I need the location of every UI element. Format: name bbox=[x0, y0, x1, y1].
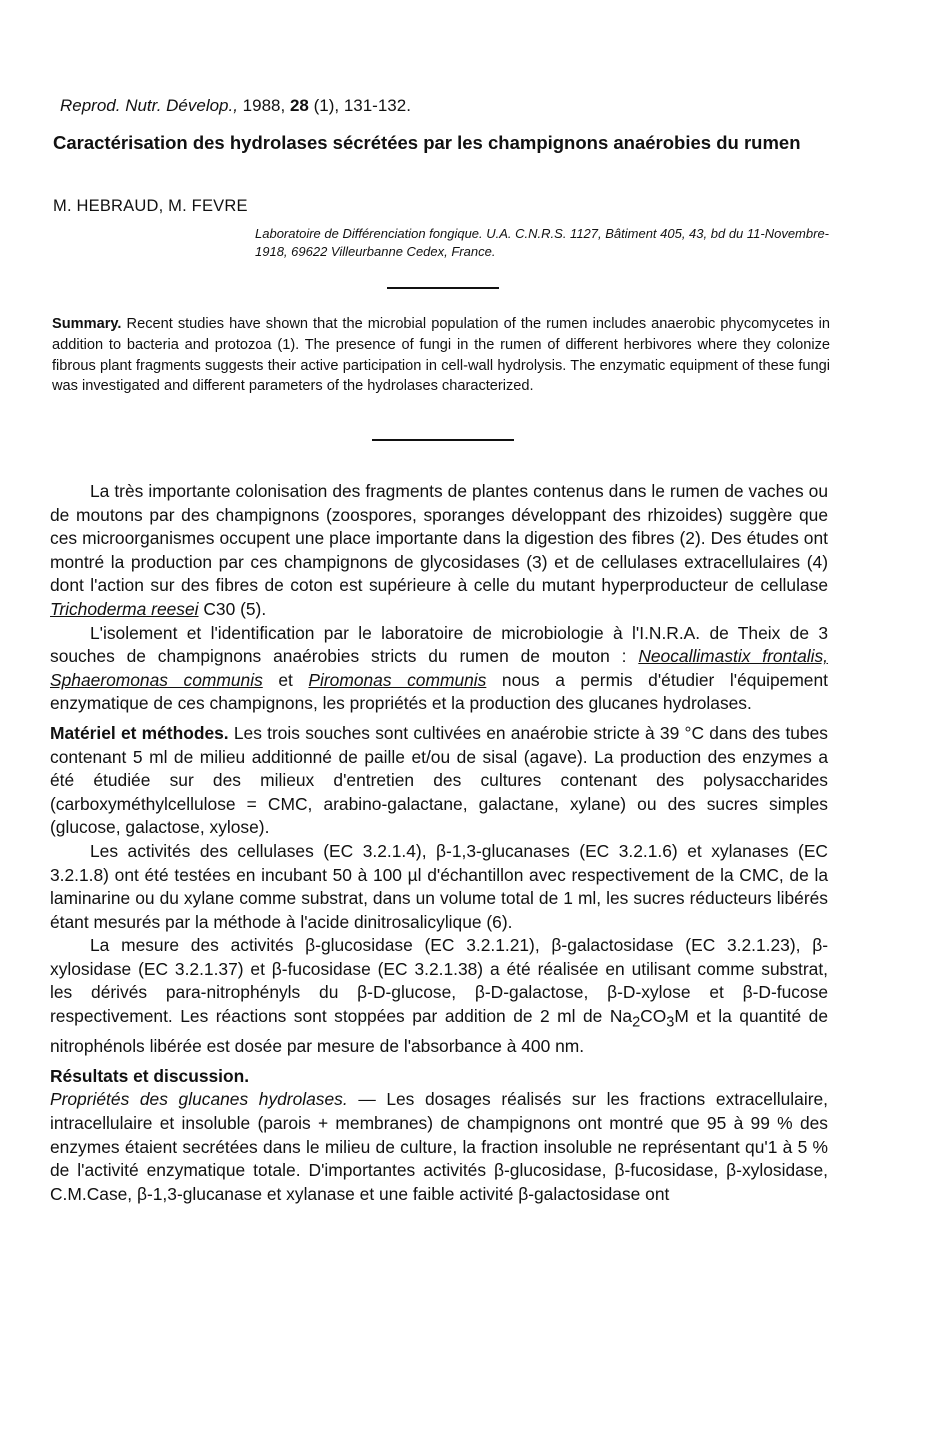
species-trichoderma: Trichoderma reesei bbox=[50, 598, 199, 619]
paragraph-intro bbox=[50, 480, 828, 622]
paragraph-measures-end: M et la quantité de nitrophénols libérée est dosée par mesure de l'absorbance à 400 nm. bbox=[50, 1006, 828, 1057]
journal-volume: 28 bbox=[289, 96, 309, 115]
divider-bottom bbox=[372, 439, 514, 441]
article-authors: M. HEBRAUD, M. FEVRE bbox=[53, 197, 248, 215]
paragraph-isolation-and: et bbox=[262, 669, 309, 690]
paragraph-intro-text: La très importante colonisation des fragments de plantes contenus dans le rumen de vaches ou de moutons par des champignons (zoospores, sporanges développant des rhizoides) suggère que ces microorganismes occupent une place importante dans la digestion des fibres (2). Des études ont montré la production par ces champignons de glycosidases (3) et de cellulases extracellulaires (4) dont l'action sur des fibres de coton est supérieure à celle du mutant hyperproducteur de cellulase bbox=[50, 481, 828, 596]
article-body bbox=[50, 480, 828, 1206]
journal-year: 1988, bbox=[237, 96, 290, 115]
paragraph-activities-text: Les activités des cellulases (EC 3.2.1.4), β-1,3-glucanases (EC 3.2.1.6) et xylanases (EC 3.2.1.8) ont été testées en incubant 50 à 100 µl d'échantillon avec respectivement de la CMC, de la laminarine ou du xylane comme substrat, dans un volume total de 1 ml, les sucres réducteurs libérés étant mesurés par la méthode à l'acide dinitrosalicylique (6). bbox=[50, 840, 828, 932]
summary-heading: Summary. bbox=[52, 316, 122, 332]
paragraph-results-text: — Les dosages réalisés sur les fractions extracellulaire, intracellulaire et insoluble (parois + membranes) de champignons ont montré que 95 à 99 % des enzymes étaient secrétées dans le milieu de culture, la fraction insoluble ne représentant qu'1 à 5 % de l'activité enzymatique totale. D'importantes activités β-glucosidase, β-fucosidase, β-xylosidase, C.M.Case, β-1,3-glucanase et xylanase et une faible activité β-galactosidase ont bbox=[50, 1089, 828, 1204]
journal-name: Reprod. Nutr. Dévelop., bbox=[60, 96, 238, 115]
paragraph-methods bbox=[50, 722, 828, 840]
journal-pages: (1), 131-132. bbox=[308, 96, 411, 115]
species-piromonas: Piromonas communis bbox=[308, 669, 487, 690]
formula-co: CO bbox=[640, 1006, 667, 1027]
paragraph-isolation bbox=[50, 622, 828, 716]
results-heading: Résultats et discussion. bbox=[50, 1065, 250, 1086]
summary-text: Recent studies have shown that the microbial population of the rumen includes anaerobic phycomycetes in addition to bacteria and protozoa (1). The presence of fungi in the rumen of different herbivores where they colonize fibrous plant fragments suggests their active participation in cell-wall hydrolysis. The enzymatic equipment of these fungi was investigated and different parameters of the hydrolases characterized. bbox=[52, 316, 830, 395]
paragraph-isolation-end: nous a permis d'étudier l'équipement enzymatique de ces champignons, les propriétés et la production des glucanes hydrolases. bbox=[50, 669, 828, 714]
subscript-3: 3 bbox=[666, 1014, 675, 1031]
paragraph-measures bbox=[50, 934, 828, 1058]
article-title: Caractérisation des hydrolases sécrétées par les champignons anaérobies du rumen bbox=[53, 132, 801, 153]
paragraph-measures-text: La mesure des activités β-glucosidase (EC 3.2.1.21), β-galactosidase (EC 3.2.1.23), β-xylosidase (EC 3.2.1.37) et β-fucosidase (EC 3.2.1.38) a été réalisée en utilisant comme substrat, les dérivés para-nitrophényls du β-D-glucose, β-D-galactose, β-D-xylose et β-D-fucose respectivement. Les réactions sont stoppées par addition de 2 ml de Na bbox=[50, 935, 828, 1027]
paragraph-isolation-text: L'isolement et l'identification par le laboratoire de microbiologie à l'I.N.R.A. de Theix de 3 souches de champignons anaérobies stricts du rumen de mouton : bbox=[50, 622, 828, 667]
paragraph-results bbox=[50, 1088, 828, 1206]
species-neocallimastix: Neocallimastix frontalis, Sphaeromonas communis bbox=[50, 646, 828, 690]
paragraph-intro-end: C30 (5). bbox=[198, 598, 267, 619]
author-affiliation: Laboratoire de Différenciation fongique. U.A. C.N.R.S. 1127, Bâtiment 405, 43, bd du 11-Novembre-1918, 69622 Villeurbanne Cedex, France. bbox=[255, 226, 830, 259]
paragraph-activities bbox=[50, 840, 828, 934]
properties-subheading: Propriétés des glucanes hydrolases. bbox=[50, 1089, 348, 1110]
paragraph-methods-text: Les trois souches sont cultivées en anaérobie stricte à 39 °C dans des tubes contenant 5 ml de milieu additionné de paille et/ou de sisal (agave). La production des enzymes a été étudiée sur des milieux d'entretien des cultures contenant des polysaccharides (carboxyméthylcellulose = CMC, arabino-galactane, galactane, xylane) ou des sucres simples (glucose, galactose, xylose). bbox=[50, 722, 828, 838]
summary-abstract bbox=[52, 314, 830, 397]
journal-citation bbox=[60, 96, 411, 116]
divider-top bbox=[387, 287, 499, 289]
methods-heading: Matériel et méthodes. bbox=[50, 722, 229, 743]
subscript-2: 2 bbox=[632, 1014, 641, 1031]
